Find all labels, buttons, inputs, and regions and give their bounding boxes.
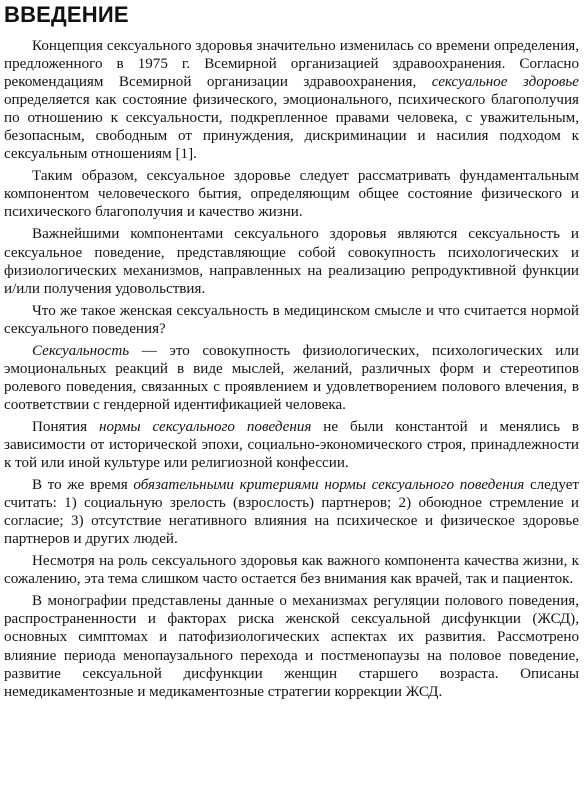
paragraph-5-term-1: Сексуальность	[32, 342, 130, 359]
paragraph-8	[4, 552, 579, 588]
paragraph-6-text-1: Понятия	[32, 418, 99, 435]
paragraph-5-text-1: — это совокупность физиологических, психологических или эмоциональных реакций в виде мыслей, желаний, различных форм и стереотипов ролевого поведения, связанных с проявлением и удовлетворением полового влечения, в соответствии с гендерной идентификацией человека.	[4, 342, 579, 413]
paragraph-3	[4, 225, 579, 297]
paragraph-7-term-1: обязательными критериями нормы сексуального поведения	[133, 477, 525, 494]
page-title: ВВЕДЕНИЕ	[4, 2, 129, 27]
paragraph-7	[4, 476, 579, 548]
paragraph-2-text-1: Таким образом, сексуальное здоровье следует рассматривать фундаментальным компонентом человеческого бытия, определяющим общее состояние физического и психического благополучия и качество жизни.	[4, 168, 579, 221]
paragraph-7-text-1: В то же время	[32, 477, 134, 494]
paragraph-1-text-1: Концепция сексуального здоровья значительно изменилась со времени определения, предложенного в 1975 г. Всемирной организацией здравоохранения. Согласно рекомендациям Всемирной организации здравоохранения,	[4, 38, 579, 91]
paragraph-8-text-1: Несмотря на роль сексуального здоровья как важного компонента качества жизни, к сожалению, эта тема слишком часто остается без внимания как врачей, так и пациенток.	[4, 553, 579, 588]
paragraph-4-text-1: Что же такое женская сексуальность в медицинском смысле и что считается нормой сексуального поведения?	[4, 302, 579, 337]
paragraph-5	[4, 342, 579, 414]
body-text	[4, 37, 579, 705]
paragraph-9	[4, 592, 579, 700]
paragraph-7-text-2: следует считать: 1) социальную зрелость (взрослость) партнеров; 2) обоюдное стремление и согласие; 3) отсутствие негативного влияния на психическое и физическое здоровье партнеров и других людей.	[4, 477, 579, 548]
paragraph-4	[4, 302, 579, 338]
paragraph-6	[4, 418, 579, 472]
paragraph-1-text-2: определяется как состояние физического, эмоционального, психического благополучия по отношению к сексуальности, подкрепленное правами человека, с уважительным, безопасным, свободным от принуждения, дискриминации и насилия подходом к сексуальным отношениям [1].	[4, 92, 579, 163]
paragraph-1-term-1: сексуальное здоровье	[431, 74, 579, 91]
paragraph-1	[4, 37, 579, 163]
paragraph-6-text-2: не были константой и менялись в зависимости от исторической эпохи, социально-экономического строя, принадлежности к той или иной культуре или религиозной конфессии.	[4, 418, 580, 472]
paragraph-2	[4, 167, 579, 221]
paragraph-3-text-1: Важнейшими компонентами сексуального здоровья являются сексуальность и сексуальное поведение, представляющие собой совокупность психологических и физиологических механизмов, направленных на реализацию репродуктивной функции и/или получения удовольствия.	[4, 226, 579, 297]
paragraph-6-term-1: нормы сексуального поведения	[98, 418, 312, 435]
paragraph-9-text-1: В монографии представлены данные о механизмах регуляции полового поведения, распространенности и факторах риска женской сексуальной дисфункции (ЖСД), основных симптомах и патофизиологических аспектах их развития. Рассмотрено влияние периода менопаузального перехода и постменопаузы на половое поведение, развитие сексуальной дисфункции женщин старшего возраста. Описаны немедикаментозные и медикаментозные стратегии коррекции ЖСД.	[4, 593, 579, 700]
